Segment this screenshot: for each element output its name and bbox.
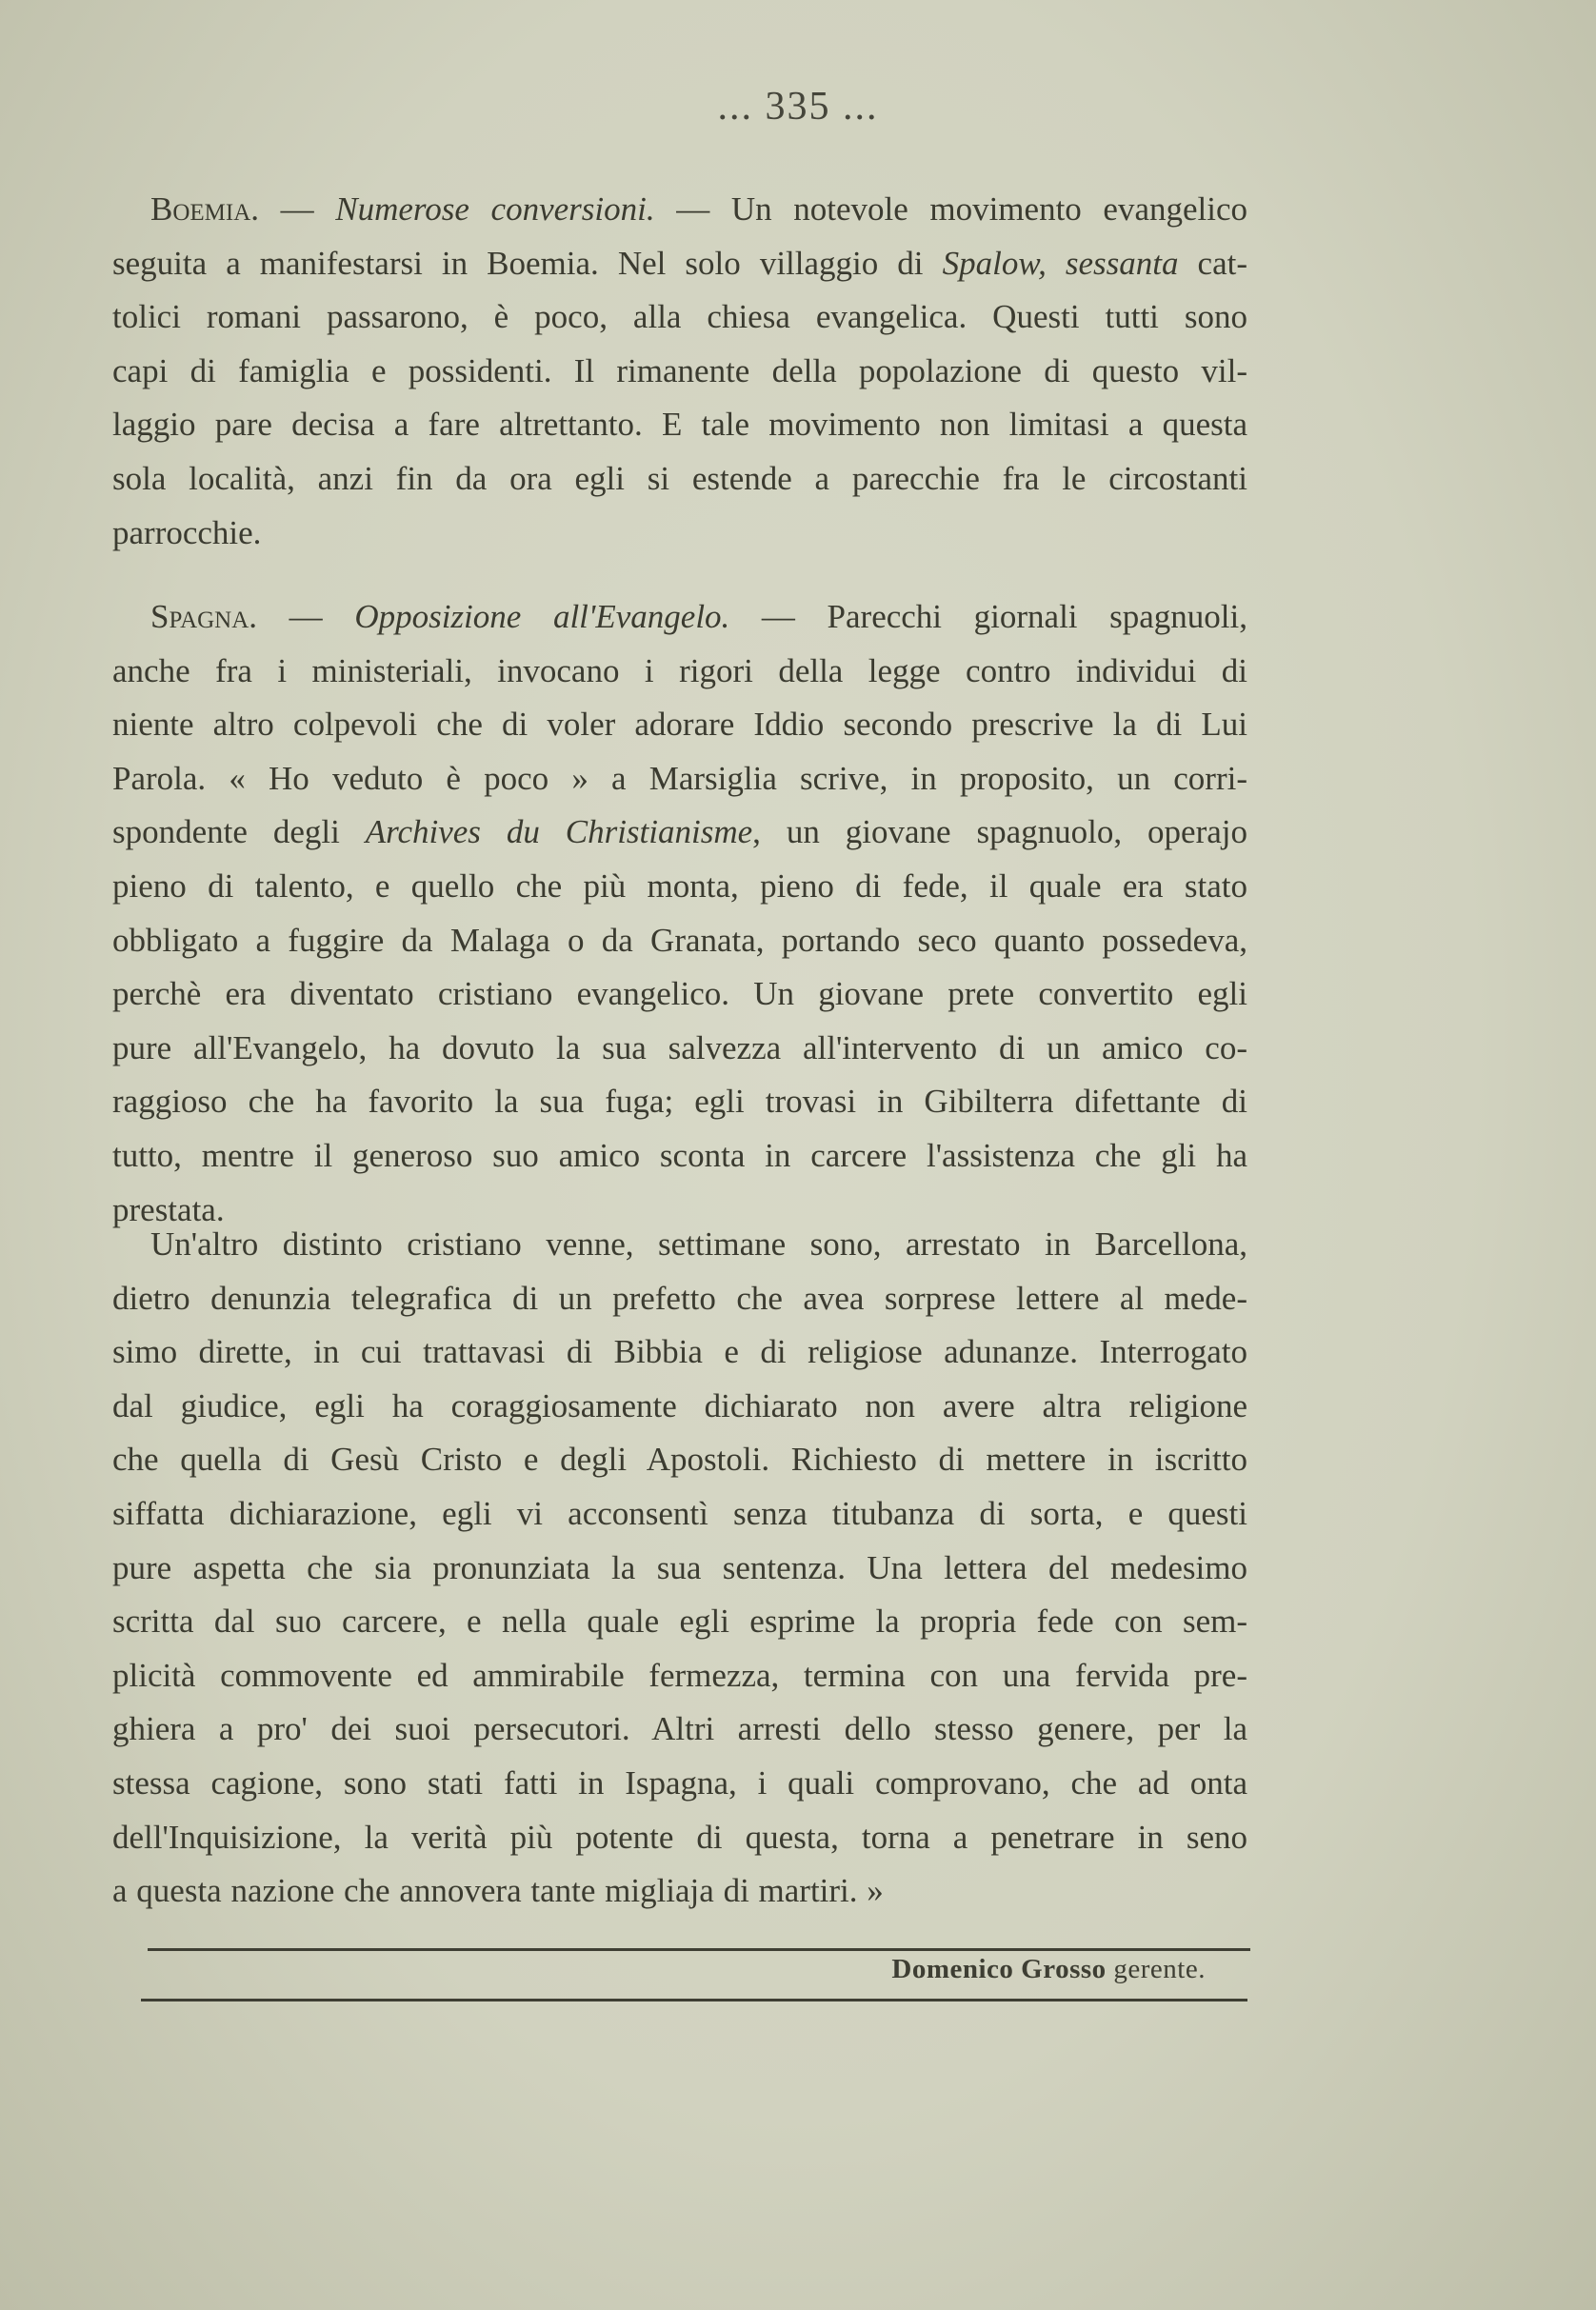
- text-run: tutto, mentre il generoso suo amico sconta in carcere l'assistenza che gli ha: [112, 1136, 1247, 1174]
- text-line: [112, 1487, 1247, 1542]
- text-run: Un'altro distinto cristiano venne, settimane sono, arrestato in Barcellona,: [150, 1225, 1247, 1263]
- top-rule: [148, 1948, 1250, 1951]
- signature-name: Domenico Grosso: [891, 1954, 1107, 1984]
- section-heading: Spagna.: [150, 598, 258, 635]
- text-line: [112, 1757, 1247, 1811]
- text-run: scritta dal suo carcere, e nella quale egli esprime la propria fede con sem-: [112, 1603, 1247, 1641]
- text-line: [112, 1542, 1247, 1596]
- text-run: —: [259, 190, 336, 228]
- text-run: raggioso che ha favorito la sua fuga; egli trovasi in Gibilterra difettante di: [112, 1083, 1247, 1121]
- text-line: [112, 1433, 1247, 1487]
- text-line: [112, 1595, 1247, 1649]
- text-line: [112, 1380, 1247, 1434]
- text-run: — Parecchi giornali spagnuoli,: [729, 598, 1248, 635]
- text-run: seguita a manifestarsi in Boemia. Nel solo villaggio di: [112, 244, 943, 282]
- text-run: pieno di talento, e quello che più monta, pieno di fede, il quale era stato: [112, 866, 1247, 905]
- text-line: [112, 237, 1247, 291]
- text-run: dell'Inquisizione, la verità più potente di questa, torna a penetrare in seno: [112, 1818, 1247, 1856]
- text-line: [112, 806, 1247, 860]
- text-line: [112, 398, 1247, 452]
- text-run: pure aspetta che sia pronunziata la sua sentenza. Una lettera del medesimo: [112, 1548, 1247, 1586]
- text-line: [112, 860, 1247, 914]
- text-line: [112, 507, 1247, 561]
- text-run: perchè era diventato cristiano evangelico. Un giovane prete convertito egli: [112, 975, 1247, 1013]
- text-run: —: [257, 598, 355, 635]
- text-run: prestata.: [112, 1190, 225, 1228]
- text-run: anche fra i ministeriali, invocano i rigori della legge contro individui di: [112, 651, 1247, 689]
- text-run: obbligato a fuggire da Malaga o da Granata, portando seco quanto possedeva,: [112, 921, 1247, 959]
- text-run: ghiera a pro' dei suoi persecutori. Altri arresti dello stesso genere, per la: [112, 1710, 1247, 1748]
- text-line: [112, 914, 1247, 968]
- paragraph-spagna: [112, 590, 1247, 1237]
- section-heading: Boemia.: [150, 190, 260, 228]
- text-line: [112, 1811, 1247, 1865]
- italic-text: Numerose conversioni.: [335, 190, 655, 228]
- text-run: , un giovane spagnuolo, operajo: [752, 813, 1247, 851]
- signature-role: gerente.: [1113, 1954, 1206, 1984]
- text-run: laggio pare decisa a fare altrettanto. E tale movimento non limitasi a questa: [112, 406, 1247, 444]
- text-run: stessa cagione, sono stati fatti in Ispagna, i quali comprovano, che ad onta: [112, 1763, 1247, 1802]
- paragraph-boemia: [112, 183, 1247, 560]
- text-run: a questa nazione che annovera tante migliaja di martiri. »: [112, 1872, 884, 1910]
- text-run: niente altro colpevoli che di voler adorare Iddio secondo prescrive la di Lui: [112, 706, 1247, 744]
- signature: [891, 1954, 1206, 1985]
- text-line: [112, 967, 1247, 1022]
- text-line: [112, 1075, 1247, 1129]
- text-line: [112, 1864, 1247, 1919]
- italic-text: Opposizione all'Evangelo.: [354, 598, 730, 635]
- text-run: simo dirette, in cui trattavasi di Bibbia e di religiose adunanze. Interrogato: [112, 1333, 1247, 1371]
- text-line: [112, 698, 1247, 752]
- text-line: [112, 1325, 1247, 1380]
- text-run: che quella di Gesù Cristo e degli Apostoli. Richiesto di mettere in iscritto: [112, 1441, 1247, 1479]
- text-run: tolici romani passarono, è poco, alla chiesa evangelica. Questi tutti sono: [112, 298, 1247, 336]
- text-line: [112, 345, 1247, 399]
- text-run: dal giudice, egli ha coraggiosamente dichiarato non avere altra religione: [112, 1386, 1247, 1424]
- text-run: capi di famiglia e possidenti. Il rimanente della popolazione di questo vil-: [112, 351, 1247, 389]
- paragraph-barcellona: [112, 1218, 1247, 1919]
- text-line: [112, 452, 1247, 507]
- text-line: [112, 1022, 1247, 1076]
- italic-text: Archives du Christianisme: [365, 813, 753, 851]
- text-line: [112, 1272, 1247, 1326]
- text-run: dietro denunzia telegrafica di un prefetto che avea sorprese lettere al mede-: [112, 1279, 1247, 1317]
- text-run: sola località, anzi fin da ora egli si estende a parecchie fra le circostanti: [112, 459, 1247, 497]
- text-run: cat-: [1178, 244, 1248, 282]
- text-run: spondente degli: [112, 813, 366, 851]
- text-run: parrocchie.: [112, 513, 262, 551]
- text-line: [112, 752, 1247, 807]
- text-line: [112, 590, 1247, 645]
- text-run: plicità commovente ed ammirabile fermezza, termina con una fervida pre-: [112, 1656, 1247, 1694]
- text-run: siffatta dichiarazione, egli vi acconsentì senza titubanza di sorta, e questi: [112, 1494, 1247, 1532]
- text-run: Parola. « Ho veduto è poco » a Marsiglia scrive, in proposito, un corri-: [112, 759, 1247, 797]
- text-run: — Un notevole movimento evangelico: [654, 190, 1247, 228]
- text-line: [112, 1218, 1247, 1272]
- bottom-rule: [141, 1999, 1247, 2001]
- page-number: ... 335 ...: [717, 85, 879, 129]
- text-line: [112, 1649, 1247, 1703]
- text-line: [112, 290, 1247, 345]
- text-line: [112, 1129, 1247, 1184]
- text-line: [112, 645, 1247, 699]
- italic-text: Spalow, sessanta: [942, 244, 1179, 282]
- text-line: [112, 1703, 1247, 1757]
- text-line: [112, 183, 1247, 237]
- text-run: pure all'Evangelo, ha dovuto la sua salvezza all'intervento di un amico co-: [112, 1028, 1247, 1066]
